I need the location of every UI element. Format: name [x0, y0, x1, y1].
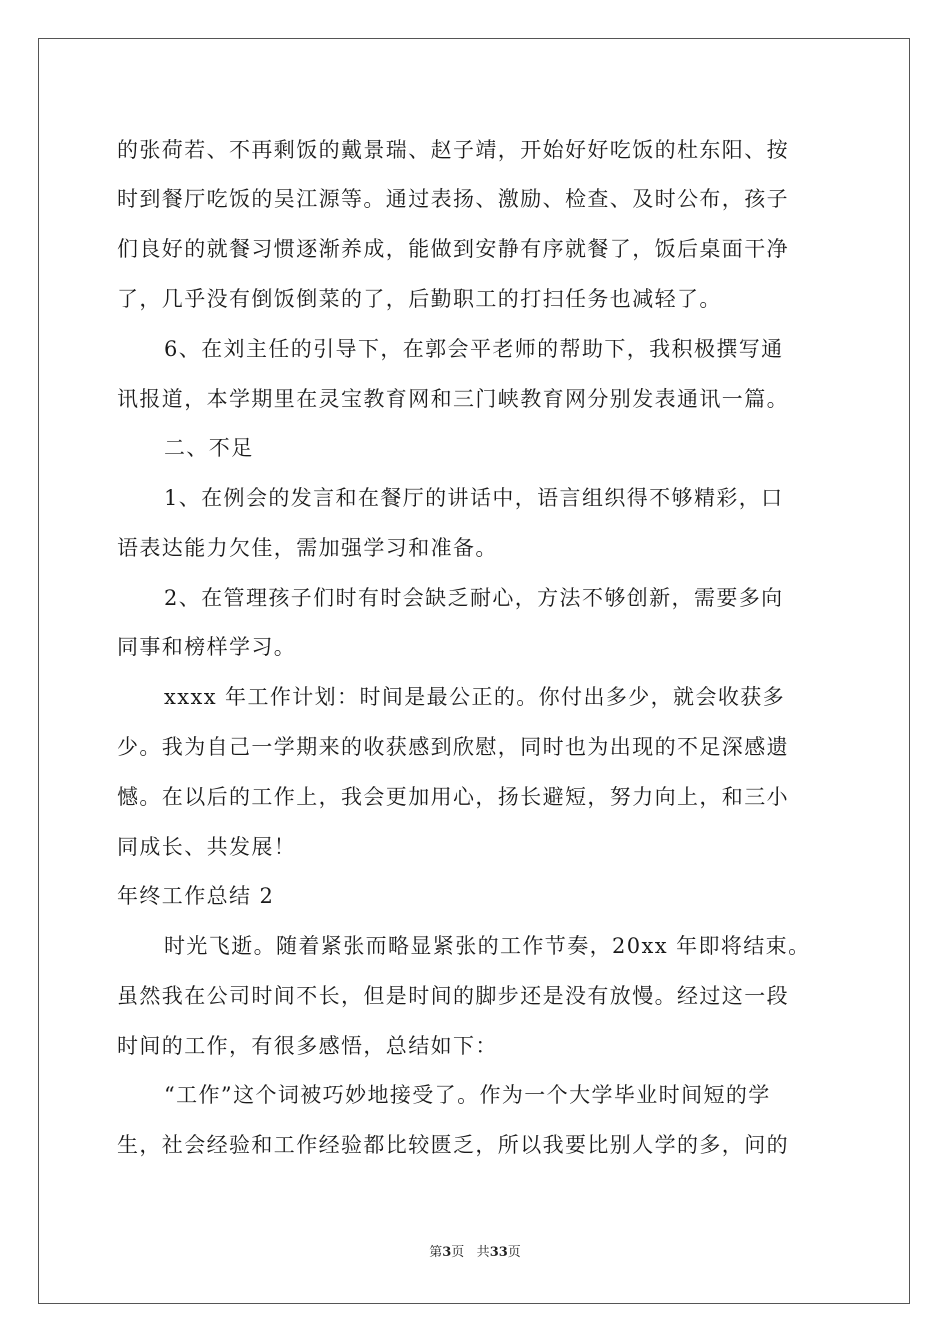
- total-unit: 页: [507, 1245, 521, 1260]
- text-line: 时光飞逝。随着紧张而略显紧张的工作节奏，20xx 年即将结束。: [164, 934, 811, 958]
- text-line: 少。我为自己一学期来的收获感到欣慰，同时也为出现的不足深感遗: [117, 735, 789, 759]
- text-line: 时到餐厅吃饭的吴江源等。通过表扬、激励、检查、及时公布，孩子: [117, 187, 789, 211]
- text-line: 们良好的就餐习惯逐渐养成，能做到安静有序就餐了，饭后桌面干净: [117, 237, 789, 261]
- text-line: 2、在管理孩子们时有时会缺乏耐心，方法不够创新，需要多向: [164, 586, 784, 610]
- text-line: 同事和榜样学习。: [117, 635, 297, 659]
- text-line: 了，几乎没有倒饭倒菜的了，后勤职工的打扫任务也减轻了。: [117, 287, 722, 311]
- article-title: 年终工作总结 2: [117, 884, 275, 908]
- text-line: 憾。在以后的工作上，我会更加用心，扬长避短，努力向上，和三小: [117, 785, 789, 809]
- page-border: [38, 38, 910, 1304]
- text-line: 语表达能力欠佳，需加强学习和准备。: [117, 536, 498, 560]
- page-total: 33: [489, 1245, 508, 1260]
- text-line: 讯报道，本学期里在灵宝教育网和三门峡教育网分别发表通讯一篇。: [117, 387, 789, 411]
- text-line: 同成长、共发展！: [117, 835, 297, 859]
- text-line: 时间的工作，有很多感悟，总结如下：: [117, 1034, 498, 1058]
- text-line: 生，社会经验和工作经验都比较匮乏，所以我要比别人学的多，问的: [117, 1133, 789, 1157]
- text-line: 1、在例会的发言和在餐厅的讲话中，语言组织得不够精彩，口: [164, 486, 784, 510]
- text-line: xxxx 年工作计划：时间是最公正的。你付出多少，就会收获多: [164, 685, 786, 709]
- page-current: 3: [442, 1245, 452, 1260]
- page-footer: [0, 1244, 950, 1262]
- text-line: 的张荷若、不再剩饭的戴景瑞、赵子靖，开始好好吃饭的杜东阳、按: [117, 138, 789, 162]
- text-line: “工作”这个词被巧妙地接受了。作为一个大学毕业时间短的学: [164, 1083, 771, 1107]
- page-unit: 页: [451, 1245, 465, 1260]
- text-line: 6、在刘主任的引导下，在郭会平老师的帮助下，我积极撰写通: [164, 337, 784, 361]
- text-line: 虽然我在公司时间不长，但是时间的脚步还是没有放慢。经过这一段: [117, 984, 789, 1008]
- page-prefix: 第: [429, 1245, 443, 1260]
- section-heading: 二、不足: [164, 436, 254, 460]
- total-prefix: 共: [476, 1245, 490, 1260]
